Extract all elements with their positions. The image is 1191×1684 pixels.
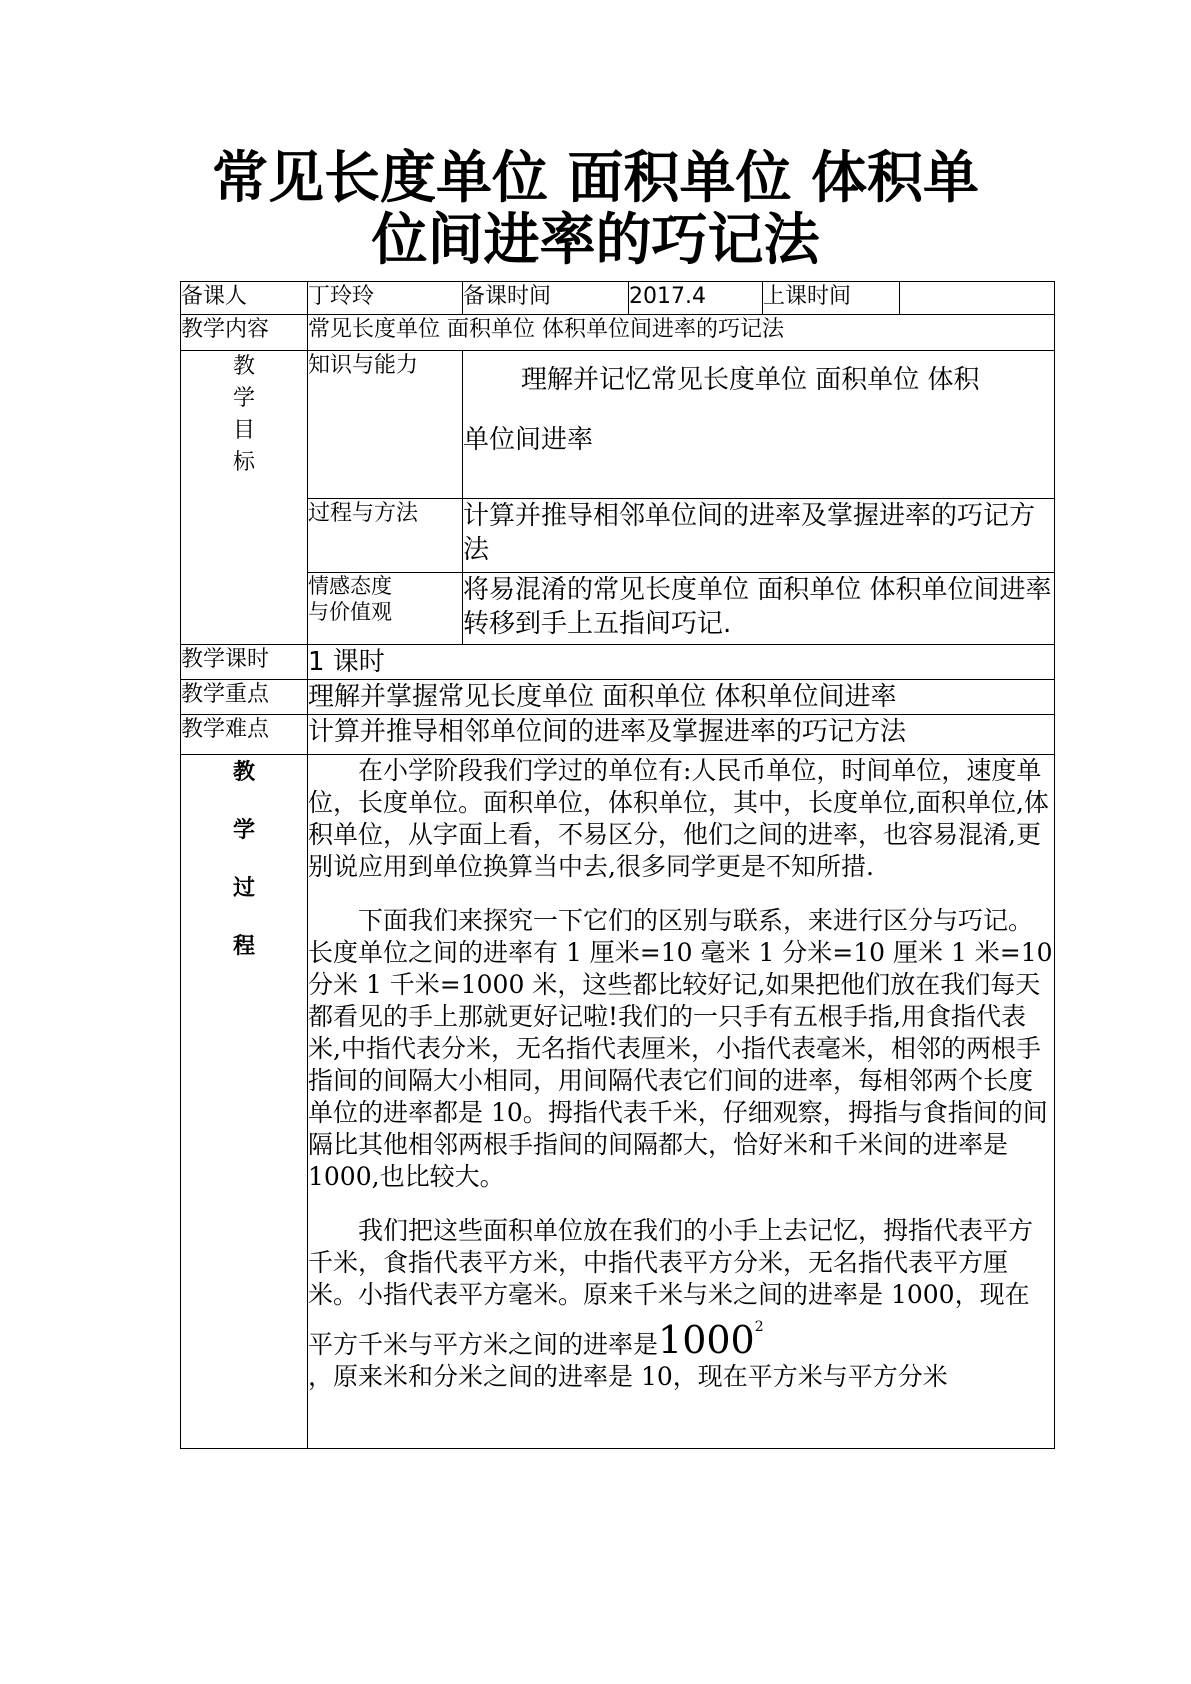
process-char-4: 程 [232, 933, 255, 959]
content-row [181, 315, 1055, 351]
knowledge-row [181, 351, 1055, 499]
key-points-value: 理解并掌握常见长度单位 面积单位 体积单位间进率 [308, 680, 1055, 715]
process-char-2: 学 [232, 817, 255, 843]
content-value: 常见长度单位 面积单位 体积单位间进率的巧记法 [308, 315, 1055, 351]
teaching-process-body [308, 755, 1055, 1449]
process-paragraph-3-text-a: 我们把这些面积单位放在我们的小手上去记忆，拇指代表平方千米，食指代表平方米，中指代表平方分米，无名指代表平方厘米。小指代表平方毫米。原来千米与米之间的进率是 1000，现在平方千米与平方米之间的进率是 [308, 1216, 1034, 1359]
emotion-label-line-2: 与价值观 [308, 600, 392, 624]
process-method-row [181, 499, 1055, 573]
knowledge-line-1: 理解并记忆常见长度单位 面积单位 体积 [521, 365, 980, 395]
prep-time-label: 备课时间 [463, 282, 629, 315]
process-paragraph-3 [308, 1215, 1054, 1393]
objectives-label [181, 351, 308, 645]
process-char-3: 过 [232, 875, 255, 901]
teaching-process-label [181, 755, 308, 1449]
hours-label: 教学课时 [181, 645, 308, 680]
knowledge-label: 知识与能力 [308, 351, 463, 499]
difficulties-row [181, 715, 1055, 755]
process-paragraph-2: 下面我们来探究一下它们的区别与联系，来进行区分与巧记。长度单位之间的进率有 1 厘米=10 毫米 1 分米=10 厘米 1 米=10 分米 1 千米=1000 米，这些都比较好记,如果把他们放在我们每天都看见的手上那就更好记啦!我们的一只手有五根手指,用食指代表米,中指代表分米，无名指代表厘米，小指代表毫米，相邻的两根手指间的间隔大小相同，用间隔代表它们间的进率，每相邻两个长度单位的进率都是 10。拇指代表千米，仔细观察，拇指与食指间的间隔比其他相邻两根手指间的间隔都大，恰好米和千米间的进率是1000,也比较大。 [308, 906, 1053, 1191]
preparer-value: 丁玲玲 [308, 282, 463, 315]
process-char-1: 教 [232, 759, 255, 785]
knowledge-line-2: 单位间进率 [463, 425, 594, 455]
power-exponent: 2 [754, 1319, 764, 1335]
title-line-2: 位间进率的巧记法 [371, 208, 820, 273]
content-label: 教学内容 [181, 315, 308, 351]
difficulties-label: 教学难点 [181, 715, 308, 755]
hours-row [181, 645, 1055, 680]
prep-time-value: 2017.4 [629, 282, 763, 315]
emotion-row [181, 573, 1055, 645]
emotion-label [308, 573, 463, 645]
knowledge-value [463, 351, 1055, 499]
hours-value: 1 课时 [308, 645, 1055, 680]
process-method-value: 计算并推导相邻单位间的进率及掌握进率的巧记方法 [463, 499, 1055, 573]
title-line-1: 常见长度单位 面积单位 体积单 [212, 146, 979, 211]
emotion-value: 将易混淆的常见长度单位 面积单位 体积单位间进率转移到手上五指间巧记. [463, 573, 1055, 645]
process-paragraph-3-text-b: ，原来米和分米之间的进率是 10，现在平方米与平方分米 [308, 1362, 948, 1391]
header-row [181, 282, 1055, 315]
objectives-char-3: 目 [232, 418, 255, 443]
process-paragraph-1: 在小学阶段我们学过的单位有:人民币单位，时间单位，速度单位，长度单位。面积单位，体积单位，其中，长度单位,面积单位,体积单位，从字面上看，不易区分，他们之间的进率，也容易混淆,更别说应用到单位换算当中去,很多同学更是不知所措. [308, 756, 1049, 881]
objectives-char-2: 学 [232, 386, 255, 411]
emotion-label-line-1: 情感态度 [308, 574, 392, 598]
difficulties-value: 计算并推导相邻单位间的进率及掌握进率的巧记方法 [308, 715, 1055, 755]
key-points-label: 教学重点 [181, 680, 308, 715]
process-method-label: 过程与方法 [308, 499, 463, 573]
key-points-row [181, 680, 1055, 715]
lesson-plan-table [180, 281, 1055, 1449]
process-row [181, 755, 1055, 1449]
objectives-char-1: 教 [232, 354, 255, 379]
lesson-plan-table-wrapper [180, 281, 1055, 1449]
objectives-char-4: 标 [232, 450, 255, 475]
preparer-label: 备课人 [181, 282, 308, 315]
class-time-label: 上课时间 [763, 282, 900, 315]
class-time-value [900, 282, 1055, 315]
power-base: 1000 [658, 1318, 755, 1362]
document-title [0, 148, 1191, 272]
